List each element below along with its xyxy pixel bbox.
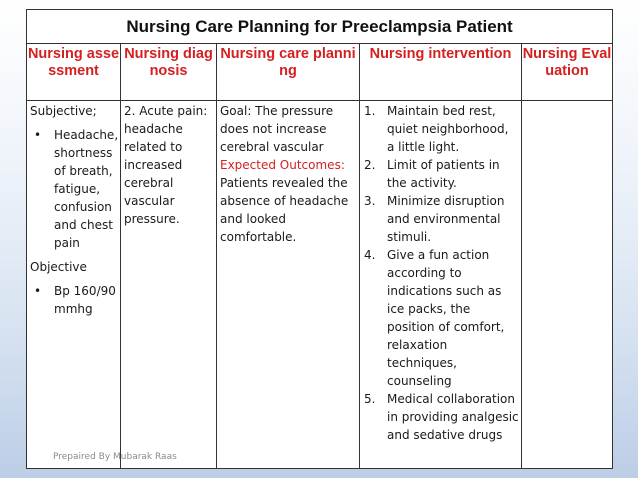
list-item: • Headache, shortness of breath, fatigue, confusion and chest pain <box>54 126 118 252</box>
list-item <box>364 156 519 192</box>
intervention-cell <box>360 101 522 469</box>
step-number: 3. <box>364 194 376 208</box>
table-title: Nursing Care Planning for Preeclampsia Patient <box>27 10 613 44</box>
step-number: 5. <box>364 392 376 406</box>
list-item <box>364 192 519 246</box>
header-assessment: Nursing assessment <box>27 44 121 101</box>
list-item: • Bp 160/90 mmhg <box>54 282 118 318</box>
list-item <box>364 102 519 156</box>
expected-outcomes-text: Patients revealed the absence of headache and looked comfortable. <box>220 176 349 244</box>
care-plan-table <box>26 9 613 469</box>
step-number: 4. <box>364 248 376 262</box>
subjective-list <box>30 126 118 252</box>
step-text: Give a fun action according to indications such as ice packs, the position of comfort, relaxation techniques, counseling <box>387 248 505 388</box>
diagnosis-cell <box>121 101 217 469</box>
objective-list <box>30 282 118 318</box>
slide <box>26 9 612 468</box>
step-text: Limit of patients in the activity. <box>387 158 500 190</box>
expected-outcomes-label: Expected Outcomes: <box>220 158 345 172</box>
header-intervention: Nursing intervention <box>360 44 522 101</box>
objective-label: Objective <box>30 260 87 274</box>
assessment-cell <box>27 101 121 469</box>
subjective-label: Subjective; <box>30 104 97 118</box>
planning-goal: Goal: The pressure does not increase cerebral vascular <box>220 104 334 154</box>
list-item <box>364 390 519 444</box>
diagnosis-text: 2. Acute pain: headache related to increased cerebral vascular pressure. <box>124 104 208 226</box>
step-number: 2. <box>364 158 376 172</box>
list-item <box>364 246 519 390</box>
header-evaluation: Nursing Evaluation <box>522 44 613 101</box>
step-text: Medical collaboration in providing analgesic and sedative drugs <box>387 392 519 442</box>
intervention-list <box>363 102 519 444</box>
footer-credit: Prepaired By Mubarak Raas <box>53 452 177 462</box>
step-text: Maintain bed rest, quiet neighborhood, a little light. <box>387 104 509 154</box>
header-planning: Nursing care planning <box>217 44 360 101</box>
header-diagnosis: Nursing diagnosis <box>121 44 217 101</box>
planning-cell <box>217 101 360 469</box>
step-number: 1. <box>364 104 376 118</box>
step-text: Minimize disruption and environmental stimuli. <box>387 194 505 244</box>
evaluation-cell <box>522 101 613 469</box>
